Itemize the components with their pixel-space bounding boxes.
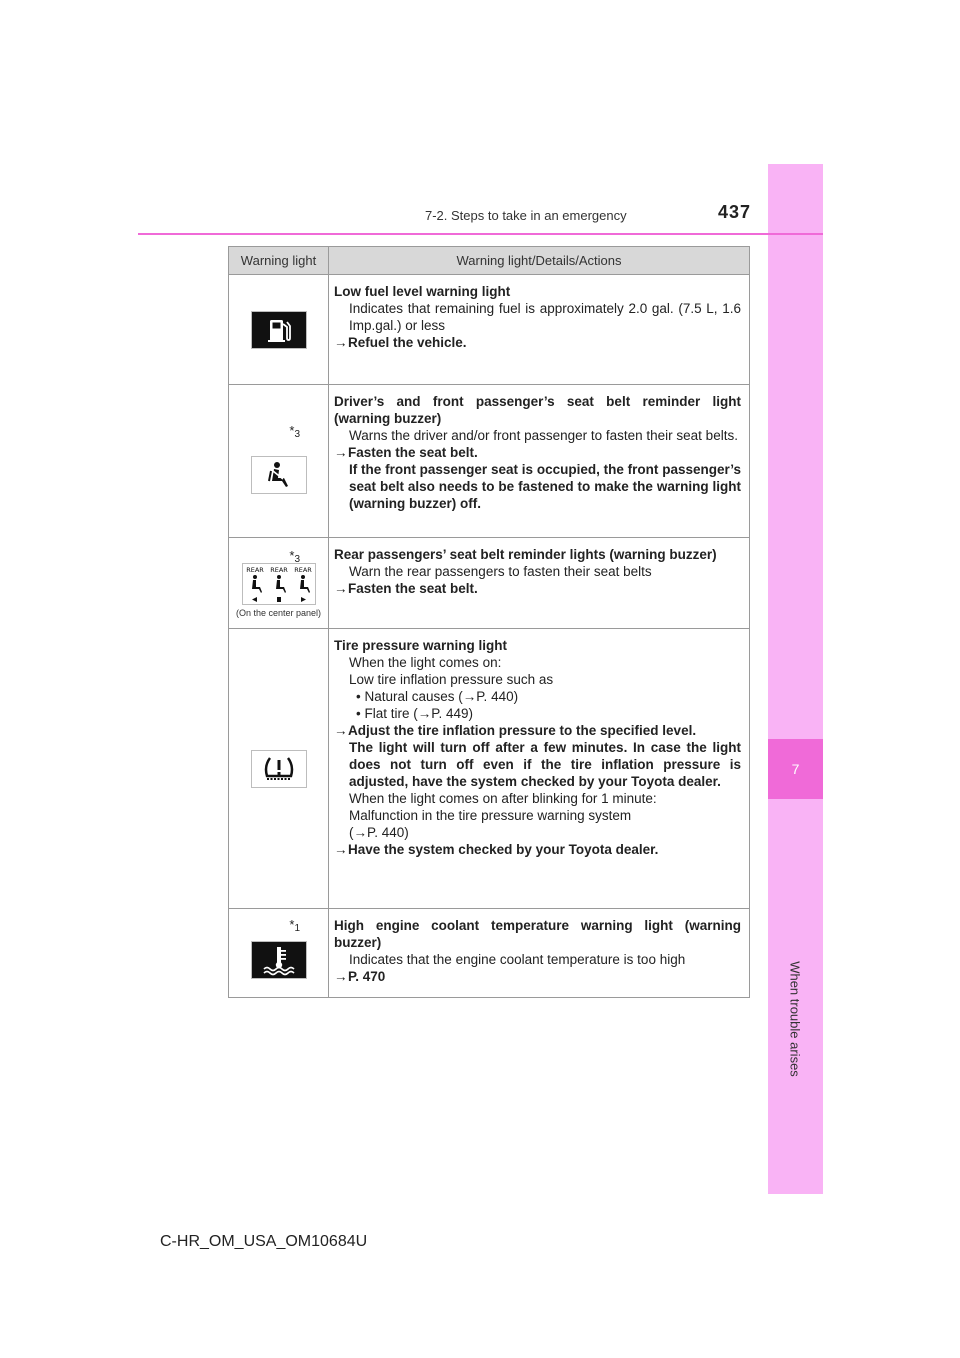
- fuel-pump-icon: [251, 311, 307, 349]
- icon-cell: [229, 275, 329, 385]
- row-title: Driver’s and front passenger’s seat belt reminder light (warning buzzer): [334, 394, 741, 426]
- row-line: Warns the driver and/or front passenger to fasten their seat belts.: [349, 428, 738, 443]
- row-action: [334, 444, 741, 461]
- chapter-number: 7: [768, 739, 823, 799]
- icon-cell: [229, 385, 329, 538]
- arrow-icon: →: [334, 842, 348, 857]
- footnote-number: 1: [294, 923, 300, 934]
- footnote-number: 3: [294, 554, 300, 565]
- arrow-icon: →: [334, 969, 348, 984]
- action-text: Have the system checked by your Toyota dealer.: [348, 842, 659, 857]
- row-action-detail: The light will turn off after a few minutes. In case the light does not turn off even if the tire inflation pressure is adjusted, have the system checked by your Toyota dealer.: [349, 740, 741, 789]
- ref-paren: (: [349, 825, 354, 840]
- rear-seat-belt-icon: [242, 563, 316, 605]
- row-details: [329, 385, 750, 538]
- footnote-mark: *: [289, 917, 295, 932]
- page-number: 437: [718, 202, 752, 222]
- warning-light-table: [228, 246, 750, 998]
- row-title: Rear passengers’ seat belt reminder lights (warning buzzer): [334, 547, 717, 562]
- list-item: [334, 688, 741, 705]
- row-line: Indicates that remaining fuel is approximately 2.0 gal. (7.5 L, 1.6 Imp.gal.) or less: [349, 301, 741, 333]
- icon-location-note: (On the center panel): [235, 607, 322, 618]
- row-action: [334, 968, 741, 985]
- row-action: [334, 722, 741, 739]
- row-action: [334, 580, 741, 597]
- table-header-row: [229, 247, 750, 275]
- row-line: When the light comes on:: [349, 655, 502, 670]
- column-header-warning-light: Warning light: [229, 247, 329, 275]
- column-header-details: Warning light/Details/Actions: [329, 247, 750, 275]
- arrow-icon: →: [417, 706, 432, 721]
- arrow-icon: →: [334, 581, 348, 596]
- page-reference: P. 440): [367, 825, 409, 840]
- row-action: [334, 334, 741, 351]
- bullet-text: Natural causes (: [364, 689, 463, 704]
- row-details: [329, 275, 750, 385]
- tire-pressure-icon: [251, 750, 307, 788]
- footnote-number: 3: [294, 429, 300, 440]
- action-text: Refuel the vehicle.: [348, 335, 467, 350]
- chapter-title: When trouble arises: [787, 961, 803, 1077]
- arrow-icon: →: [334, 335, 348, 350]
- row-reference: [334, 824, 741, 841]
- arrow-icon: →: [334, 723, 348, 738]
- row-title: Low fuel level warning light: [334, 284, 511, 299]
- table-row: [229, 629, 750, 909]
- icon-cell: [229, 629, 329, 909]
- arrow-icon: →: [462, 689, 477, 704]
- table-row: [229, 275, 750, 385]
- arrow-icon: →: [353, 825, 367, 840]
- row-line: Indicates that the engine coolant temperature is too high: [349, 952, 686, 967]
- footnote-marker: [289, 548, 300, 565]
- section-title: 7-2. Steps to take in an emergency: [425, 208, 627, 223]
- row-details: [329, 909, 750, 998]
- row-title: Tire pressure warning light: [334, 638, 508, 653]
- footnote-mark: *: [289, 548, 295, 563]
- chapter-side-tab: [768, 164, 823, 1194]
- rear-label-center: REAR: [269, 565, 288, 574]
- row-line: Low tire inflation pressure such as: [349, 672, 554, 687]
- page-reference: P. 449): [431, 706, 474, 721]
- page-reference: P. 440): [476, 689, 519, 704]
- footnote-marker: [289, 423, 300, 440]
- row-line: Warn the rear passengers to fasten their seat belts: [349, 564, 652, 579]
- footnote-marker: [289, 917, 300, 934]
- action-text: Fasten the seat belt.: [348, 581, 478, 596]
- row-action: [334, 841, 741, 858]
- action-text: Fasten the seat belt.: [348, 445, 478, 460]
- action-text: P. 470: [348, 969, 386, 984]
- action-text: Adjust the tire inflation pressure to the specified level.: [348, 723, 697, 738]
- arrow-icon: →: [334, 445, 348, 460]
- rear-label-left: REAR: [245, 565, 264, 574]
- list-item: [334, 705, 741, 722]
- bullet-icon: •: [356, 689, 361, 704]
- bullet-text: Flat tire (: [364, 706, 418, 721]
- table-row: [229, 385, 750, 538]
- table-row: [229, 538, 750, 629]
- table-row: [229, 909, 750, 998]
- bullet-icon: •: [356, 706, 361, 721]
- seat-belt-icon: [251, 456, 307, 494]
- footnote-mark: *: [289, 423, 295, 438]
- coolant-temperature-icon: [251, 941, 307, 979]
- icon-cell: [229, 538, 329, 629]
- rear-label-right: REAR: [293, 565, 312, 574]
- row-action-detail: If the front passenger seat is occupied, the front passenger’s seat belt also needs to be fastened to make the warning light (warning buzzer) off.: [349, 462, 741, 511]
- row-line: Malfunction in the tire pressure warning system: [349, 808, 632, 823]
- row-details: [329, 538, 750, 629]
- header-divider: [138, 233, 823, 235]
- document-code: C-HR_OM_USA_OM10684U: [160, 1233, 368, 1250]
- row-line: When the light comes on after blinking for 1 minute:: [349, 791, 657, 806]
- row-title: High engine coolant temperature warning light (warning buzzer): [334, 918, 741, 950]
- icon-cell: [229, 909, 329, 998]
- row-details: [329, 629, 750, 909]
